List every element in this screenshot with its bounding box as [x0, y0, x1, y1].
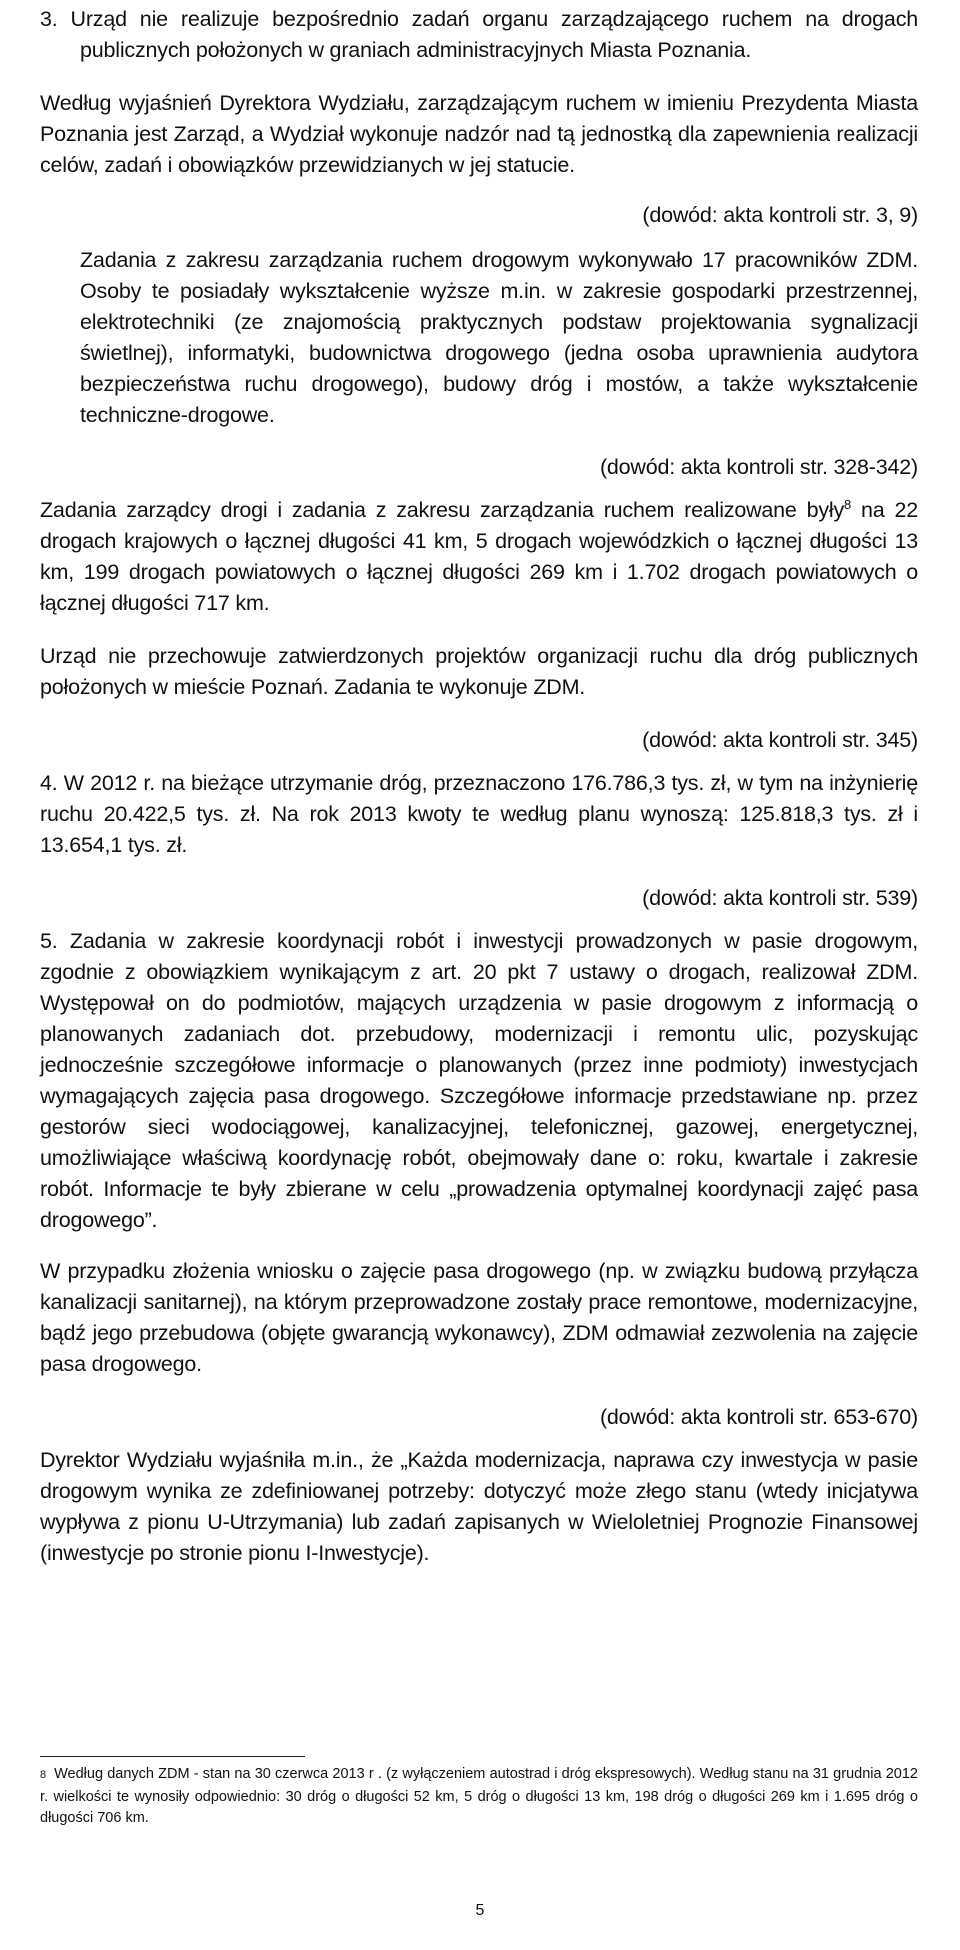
paragraph-staff — [40, 245, 918, 431]
paragraph-5-coordination: 5. Zadania w zakresie koordynacji robót i inwestycji prowadzonych w pasie drogowym, zgodnie z obowiązkiem wynikającym z art. 20 pkt 7 ustawy o drogach, realizował ZDM. Występował on do podmiotów, mających urządzenia w pasie drogowym z informacją o planowanych zadaniach dot. przebudowy, modernizacji i remontu ulic, pozyskując jednocześnie szczegółowe informacje o planowanych (przez inne podmioty) inwestycjach wymagających zajęcia pasa drogowego. Szczegółowe informacje przedstawiane np. przez gestorów sieci wodociągowej, kanalizacyjnej, telefonicznej, gazowej, energetycznej, umożliwiające właściwą koordynację robót, obejmowały dane o: roku, kwartale i zakresie robót. Informacje te były zbierane w celu „prowadzenia optymalnej koordynacji zajęć pasa drogowego”. — [40, 929, 918, 1232]
evidence-citation-3: (dowód: akta kontroli str. 345) — [642, 728, 918, 752]
evidence-citation-5: (dowód: akta kontroli str. 653-670) — [599, 1405, 918, 1429]
footnote-number: 8 — [40, 1769, 47, 1781]
paragraph-3: 3. Urząd nie realizuje bezpośrednio zadań organu zarządzającego ruchem na drogach publicznych położonych w graniach administracyjnych Miasta Poznania. — [40, 7, 918, 62]
paragraph-traffic-projects: Urząd nie przechowuje zatwierdzonych projektów organizacji ruchu dla dróg publicznych położonych w mieście Poznań. Zadania te wykonuje ZDM. — [40, 644, 918, 699]
footnote-reference[interactable]: 8 — [844, 496, 852, 512]
evidence-citation-2: (dowód: akta kontroli str. 328-342) — [599, 455, 918, 479]
body-column — [40, 0, 918, 1569]
paragraph-roads — [40, 495, 918, 619]
evidence-citation-4: (dowód: akta kontroli str. 539) — [642, 886, 918, 910]
paragraph-director-explanation: Według wyjaśnień Dyrektora Wydziału, zarządzającym ruchem w imieniu Prezydenta Miasta Poznania jest Zarząd, a Wydział wykonuje nadzór nad tą jednostką dla zapewnienia realizacji celów, zadań i obowiązków przewidzianych w jej statucie. — [40, 91, 918, 177]
paragraph-4-budget: 4. W 2012 r. na bieżące utrzymanie dróg, przeznaczono 176.786,3 tys. zł, w tym na inżynierię ruchu 20.422,5 tys. zł. Na rok 2013 kwoty te według planu wynoszą: 125.818,3 tys. zł i 13.654,1 tys. zł. — [40, 771, 918, 857]
evidence-citation-1: (dowód: akta kontroli str. 3, 9) — [642, 203, 918, 227]
paragraph-roads-text: Zadania zarządcy drogi i zadania z zakresu zarządzania ruchem realizowane były — [40, 498, 845, 522]
footnote-8 — [40, 1764, 918, 1830]
paragraph-staff-text: Zadania z zakresu zarządzania ruchem drogowym wykonywało 17 pracowników ZDM. Osoby te posiadały wykształcenie wyższe m.in. w zakresie gospodarki przestrzennej, elektrotechniki (ze znajomością praktycznych podstaw projektowania sygnalizacji świetlnej), informatyki, budownictwa drogowego (jedna osoba uprawnienia audytora bezpieczeństwa ruchu drogowego), budowy dróg i mostów, a także wykształcenie techniczne-drogowe. — [80, 248, 918, 427]
paragraph-roads-continuation: na 22 drogach krajowych o łącznej długości 41 km, 5 drogach wojewódzkich o łącznej długości 13 km, 199 drogach powiatowych o łącznej długości 269 km i 1.702 drogach powiatowych o łącznej długości 717 km. — [40, 498, 918, 615]
page-number: 5 — [475, 1902, 485, 1919]
footnote-separator — [40, 1756, 305, 1757]
paragraph-director-quote: Dyrektor Wydziału wyjaśniła m.in., że „Każda modernizacja, naprawa czy inwestycja w pasie drogowym wynika ze zdefiniowanej potrzeby: dotyczyć może złego stanu (wtedy inicjatywa wypływa z pionu U-Utrzymania) lub zadań zapisanych w Wieloletniej Prognozie Finansowej (inwestycje po stronie pionu I-Inwestycje). — [40, 1448, 918, 1565]
footnote-text: Według danych ZDM - stan na 30 czerwca 2013 r . (z wyłączeniem autostrad i dróg ekspresowych). Według stanu na 31 grudnia 2012 r. wielkości te wynosiły odpowiednio: 30 dróg o długości 52 km, 5 dróg o długości 13 km, 198 dróg o długości 269 km i 1.695 dróg o długości 706 km. — [40, 1766, 918, 1826]
paragraph-permit-refusal: W przypadku złożenia wniosku o zajęcie pasa drogowego (np. w związku budową przyłącza kanalizacji sanitarnej), na którym przeprowadzone zostały prace remontowe, modernizacyjne, bądź jego przebudowa (objęte gwarancją wykonawcy), ZDM odmawiał zezwolenia na zajęcie pasa drogowego. — [40, 1259, 918, 1376]
